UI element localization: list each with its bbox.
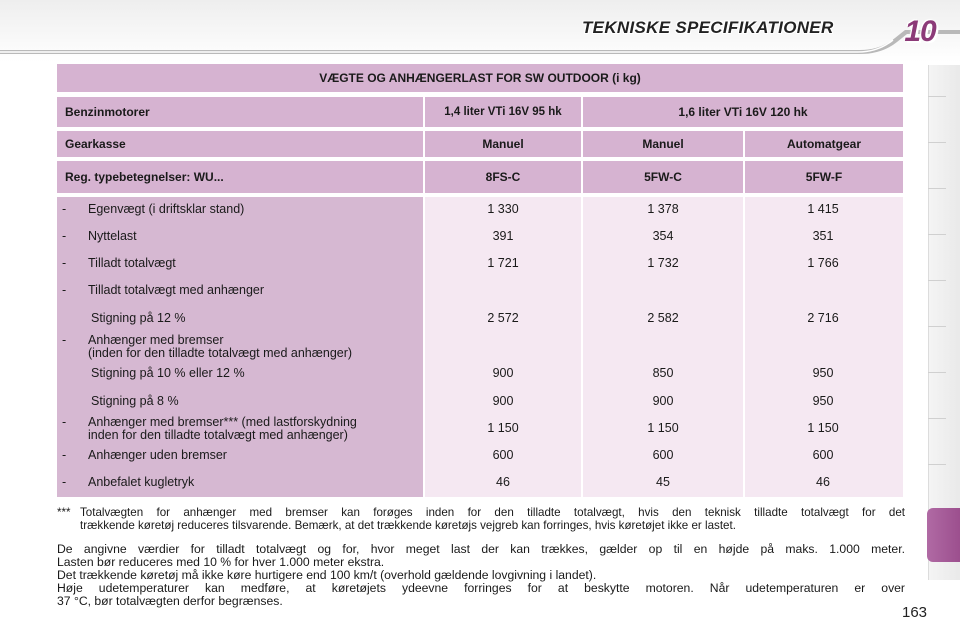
row-value: 354	[652, 229, 674, 243]
row-value: 1 150	[647, 421, 679, 435]
row-label: Anhænger med bremser*** (med lastforskydning	[88, 415, 357, 429]
tab-divider	[928, 326, 946, 327]
footnote-line-2: trækkende køretøj reduceres tilsvarende. Bemærk, at det trækkende køretøjs vejgreb kan forringes, hvis køretøjet ikke er lastet.	[80, 519, 736, 532]
paragraph-line-3: Det trækkende køretøj må ikke køre hurtigere end 100 km/t (overhold gældende lovgivning i landet).	[57, 568, 597, 582]
tab-divider	[928, 234, 946, 235]
row-value: 950	[812, 366, 834, 380]
gearbox-3: Automatgear	[745, 131, 903, 157]
row-value: 1 150	[807, 421, 839, 435]
chapter-number: 10	[904, 15, 936, 48]
paragraph-line-5: 37 °C, bør totalvægten derfor begrænses.	[57, 594, 283, 608]
row-value: 45	[656, 475, 670, 489]
page-number: 163	[902, 604, 928, 621]
tab-divider	[928, 188, 946, 189]
gearbox-2: Manuel	[583, 131, 743, 157]
type-2: 5FW-C	[583, 161, 743, 193]
row-label: Nyttelast	[88, 229, 137, 243]
engine-2-header: 1,6 liter VTi 16V 120 hk	[583, 97, 903, 127]
row-value: 1 330	[487, 202, 519, 216]
row-label: Anhænger uden bremser	[88, 448, 227, 462]
row-dash: -	[62, 256, 67, 270]
row-label-continued: (inden for den tilladte totalvægt med anhænger)	[88, 346, 353, 360]
gearbox-1: Manuel	[425, 131, 581, 157]
row-value: 391	[492, 229, 514, 243]
row-value: 46	[496, 475, 510, 489]
row-label: Tilladt totalvægt med anhænger	[88, 283, 265, 297]
row-value: 2 572	[487, 311, 519, 325]
row-value: 850	[652, 366, 674, 380]
paragraph-line-1: De angivne værdier for tilladt totalvægt og for, hvor meget last der kan trækkes, gælder op til en højde på maks. 1.000 meter.	[57, 542, 905, 556]
row-value: 1 721	[487, 256, 519, 270]
chapter-title: TEKNISKE SPECIFIKATIONER	[582, 18, 834, 37]
type-3: 5FW-F	[745, 161, 903, 193]
row-dash: -	[62, 415, 67, 429]
footnote-marker: ***	[57, 506, 71, 519]
row-label: Stigning på 10 % eller 12 %	[91, 366, 245, 380]
tab-divider	[928, 418, 946, 419]
row-value: 600	[652, 448, 674, 462]
row-value: 46	[816, 475, 830, 489]
row-value: 1 732	[647, 256, 679, 270]
tab-divider	[928, 142, 946, 143]
paragraph-line-2: Lasten bør reduceres med 10 % for hver 1.000 meter ekstra.	[57, 555, 385, 569]
row-label: Stigning på 12 %	[91, 311, 186, 325]
row-dash: -	[62, 448, 67, 462]
row-value: 900	[652, 394, 674, 408]
row-value: 950	[812, 394, 834, 408]
row-label: Stigning på 8 %	[91, 394, 179, 408]
row-value: 1 415	[807, 202, 839, 216]
row-label: Anbefalet kugletryk	[88, 475, 195, 489]
row-value: 2 582	[647, 311, 679, 325]
engines-label: Benzinmotorer	[57, 97, 423, 127]
row-label: Egenvægt (i driftsklar stand)	[88, 202, 245, 216]
row-value: 2 716	[807, 311, 839, 325]
row-label: Anhænger med bremser	[88, 333, 224, 347]
row-dash: -	[62, 333, 67, 347]
row-label: Tilladt totalvægt	[88, 256, 176, 270]
row-value: 1 766	[807, 256, 839, 270]
footnote-line-1: Totalvægten for anhænger med bremser kan forøges inden for den tilladte totalvægt, hvis den teknisk tilladte totalvægt for det	[80, 506, 905, 519]
paragraph-line-4: Høje udetemperaturer kan medføre, at køretøjets ydeevne forringes for at beskytte motoren. Når udetemperaturen er over	[57, 581, 905, 595]
row-value: 600	[812, 448, 834, 462]
type-label: Reg. typebetegnelser: WU...	[57, 161, 423, 193]
row-dash: -	[62, 202, 67, 216]
gearbox-label: Gearkasse	[57, 131, 423, 157]
row-label-continued: inden for den tilladte totalvægt med anhænger)	[88, 428, 348, 442]
table-title: VÆGTE OG ANHÆNGERLAST FOR SW OUTDOOR (i kg)	[57, 64, 903, 92]
engine-1-header: 1,4 liter VTi 16V 95 hk	[425, 97, 581, 127]
row-value: 900	[492, 366, 514, 380]
type-1: 8FS-C	[425, 161, 581, 193]
row-dash: -	[62, 475, 67, 489]
tab-divider	[928, 464, 946, 465]
row-value: 1 150	[487, 421, 519, 435]
tab-divider	[928, 280, 946, 281]
tab-divider	[928, 96, 946, 97]
chapter-number-badge	[896, 12, 944, 52]
active-chapter-tab[interactable]	[927, 508, 960, 562]
tab-divider	[928, 372, 946, 373]
row-value: 600	[492, 448, 514, 462]
row-value: 351	[812, 229, 834, 243]
row-value: 900	[492, 394, 514, 408]
row-dash: -	[62, 229, 67, 243]
row-dash: -	[62, 283, 67, 297]
row-value: 1 378	[647, 202, 679, 216]
